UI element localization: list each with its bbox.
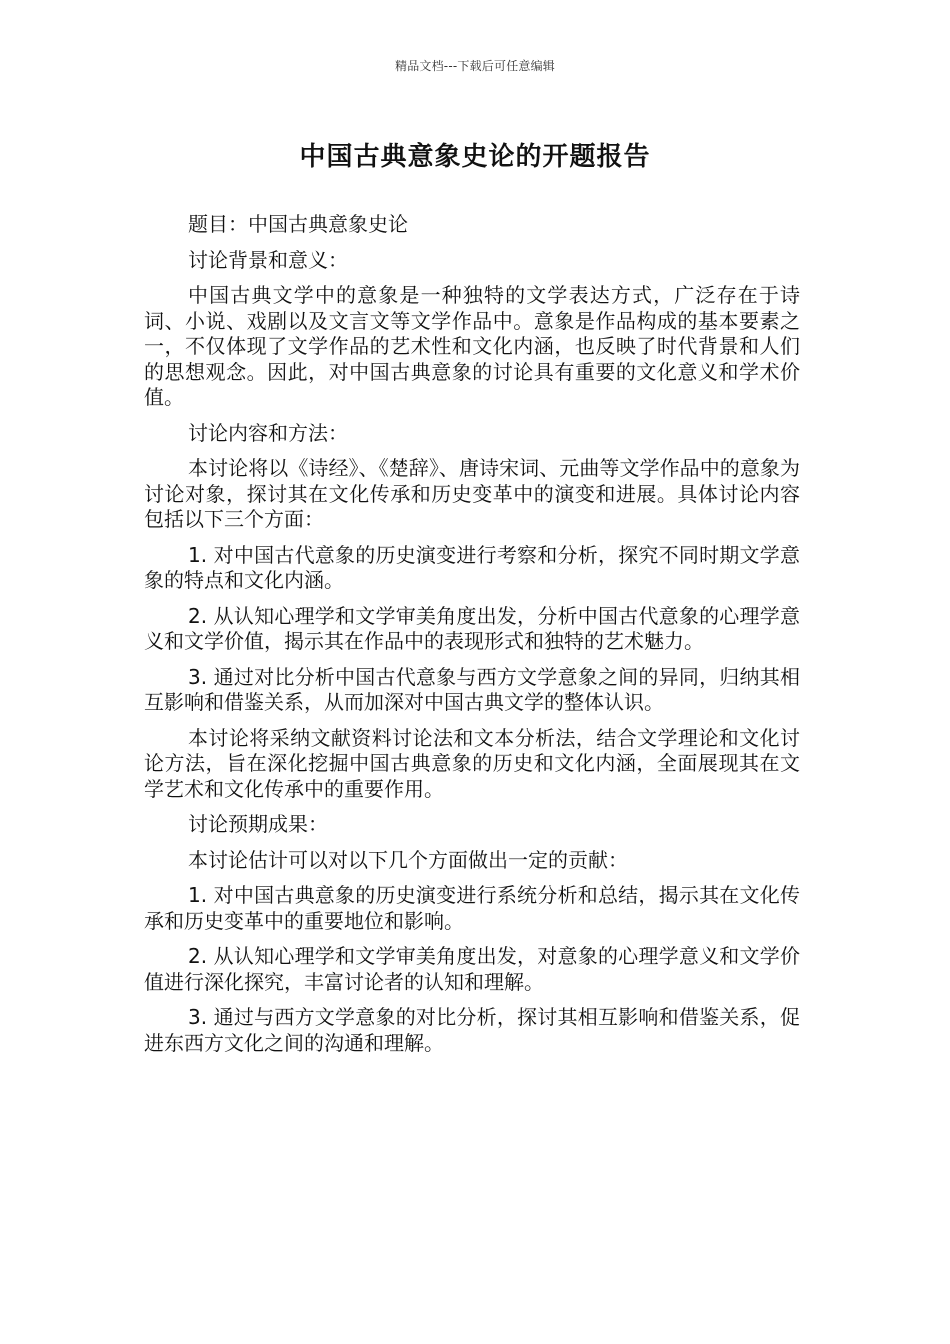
list-item-result-2: 2. 从认知心理学和文学审美角度出发，对意象的心理学意义和文学价值进行深化探究，丰富讨论者的认知和理解。 xyxy=(144,944,800,994)
document-title: 中国古典意象史论的开题报告 xyxy=(299,142,651,172)
section-heading-background: 讨论背景和意义： xyxy=(188,247,348,272)
document-body xyxy=(144,212,800,1066)
paragraph-background: 中国古典文学中的意象是一种独特的文学表达方式，广泛存在于诗词、小说、戏剧以及文言文等文学作品中。意象是作品构成的基本要素之一，不仅体现了文学作品的艺术性和文化内涵，也反映了时代背景和人们的思想观念。因此，对中国古典意象的讨论具有重要的文化意义和学术价值。 xyxy=(144,283,800,409)
page-header: 精品文档---下载后可任意编辑 xyxy=(395,59,555,73)
section-heading-content-method: 讨论内容和方法： xyxy=(188,420,348,445)
list-item-content-1: 1. 对中国古代意象的历史演变进行考察和分析，探究不同时期文学意象的特点和文化内涵。 xyxy=(144,542,800,592)
paragraph-topic: 题目：中国古典意象史论 xyxy=(188,212,408,236)
list-item-content-3: 3. 通过对比分析中国古代意象与西方文学意象之间的异同，归纳其相互影响和借鉴关系，从而加深对中国古典文学的整体认识。 xyxy=(144,664,800,714)
section-heading-expected-results: 讨论预期成果： xyxy=(188,812,328,836)
paragraph-results-intro: 本讨论估计可以对以下几个方面做出一定的贡献： xyxy=(188,847,628,872)
list-item-result-1: 1. 对中国古典意象的历史演变进行系统分析和总结，揭示其在文化传承和历史变革中的重要地位和影响。 xyxy=(144,883,800,933)
paragraph-method: 本讨论将采纳文献资料讨论法和文本分析法，结合文学理论和文化讨论方法，旨在深化挖掘中国古典意象的历史和文化内涵，全面展现其在文学艺术和文化传承中的重要作用。 xyxy=(144,725,800,801)
paragraph-content-intro: 本讨论将以《诗经》、《楚辞》、唐诗宋词、元曲等文学作品中的意象为讨论对象，探讨其在文化传承和历史变革中的演变和进展。具体讨论内容包括以下三个方面： xyxy=(144,456,800,531)
list-item-result-3: 3. 通过与西方文学意象的对比分析，探讨其相互影响和借鉴关系，促进东西方文化之间的沟通和理解。 xyxy=(144,1005,800,1055)
list-item-content-2: 2. 从认知心理学和文学审美角度出发，分析中国古代意象的心理学意义和文学价值，揭示其在作品中的表现形式和独特的艺术魅力。 xyxy=(144,603,800,653)
